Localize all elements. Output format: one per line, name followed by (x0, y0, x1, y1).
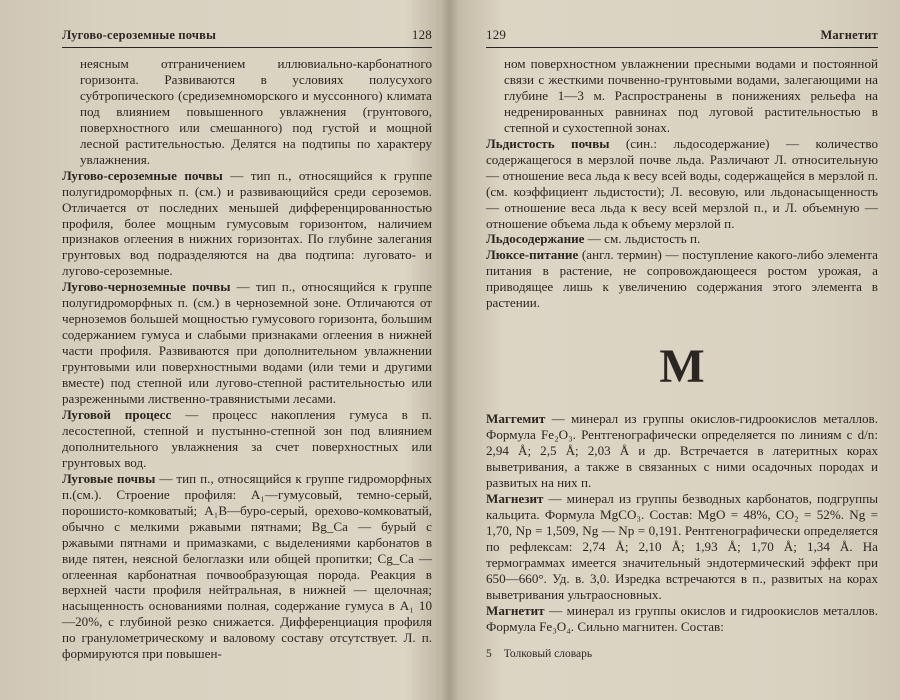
entry-term: Луговой процесс (62, 406, 172, 422)
right-running-title: Магнетит (820, 28, 878, 42)
right-running-head (486, 18, 878, 48)
dictionary-entry (486, 411, 878, 491)
paragraph-text: ном поверхностном увлажнении пресными водами и постоянной связи с жесткими почвенно-грунтовыми водами, залегающими на глубине 1—3 м. Распространены в понижениях рельефа на недренированных равнинах под луговой растительностью в степной и сухостепной зонах. (504, 56, 878, 135)
entry-text: — тип п., относящийся к группе полугидроморфных п. (см.) и развивающийся среди сероземов. Отличается от последних меньшей дифференцированностью профиля, более мощным гумусовым горизонтом, наличием признаков оглеения в нижних горизонтах. По глубине залегания грунтовых вод подразделяются на два подтипа: луговато- и лугово-сероземные. (62, 167, 433, 279)
paragraph-text: неясным отграничением иллювиально-карбонатного горизонта. Развиваются в условиях полусухого субтропического (средиземноморского и муссонного) климата под влиянием повышенного увлажнения (грунтового, поверхностного или смешанного) под густой и мощной лесной растительностью. Делятся на подтипы по характеру увлажнения. (80, 56, 432, 167)
section-letter-heading: М (659, 340, 705, 394)
footer-signature-text: Толковый словарь (503, 648, 593, 660)
entry-term: Льдосодержание (486, 231, 585, 247)
dictionary-entry (62, 471, 432, 662)
continued-paragraph (486, 56, 878, 136)
entry-text: — минерал из группы безводных карбонатов, подгруппы кальцита. Формула MgCO₃. Состав: MgO = 48%, CO₂ = 52%. Ng = 1,70, Np = 1,509, Ng — Np = 0,191. Рентгенографически определяется по рефлексам: 2,74 Å; 2,10 Å; 1,93 Å; 1,70 Å; 1,34 Å. На термограммах имеется значительный эндотермический эффект при 650—660°. Уд. в. 3,0. Изредка встречаются в п., развитых на корах выветривания ультраосновных. (486, 491, 878, 602)
right-page-number: 129 (486, 27, 507, 42)
left-running-head (62, 18, 432, 48)
dictionary-entry (62, 279, 432, 407)
dictionary-entry (486, 491, 878, 603)
entry-text: — минерал из группы окислов-гидроокислов металлов. Формула Fe₂O₃. Рентгенографически определяется по линиям с d/n: 2,94 Å; 2,5 Å; 2,03 Å и др. Встречается в латеритных корах выветривания, а также в связанных с ними осадочных породах и развитых на них п. (486, 411, 878, 491)
entry-text: — см. льдистость п. (584, 231, 701, 247)
dictionary-entry (62, 407, 432, 471)
entry-term: Люксе-питание (486, 247, 579, 263)
entry-text: — минерал из группы окислов и гидроокислов металлов. Формула Fe₃O₄. Сильно магнитен. Состав: (486, 602, 878, 634)
entry-term: Лугово-черноземные почвы (62, 279, 231, 295)
entry-text: (син.: льдосодержание) — количество содержащегося в мерзлой почве льда. Различают Л. относительную — отношение веса льда к весу всей воды, содержащейся в мерзлой п. (см. коэффициент льдистости); Л. весовую, или льдонасыщенность — отношение веса льда к весу всей мерзлой п., и Л. объемную — отношение объема льда к объему мерзлой п. (486, 135, 878, 231)
right-page-text (486, 56, 878, 635)
dictionary-entry (486, 136, 878, 232)
dictionary-entry (486, 231, 878, 247)
entry-term: Магнетит (486, 602, 545, 618)
entry-term: Лугово-сероземные почвы (62, 167, 223, 183)
page-footer (486, 648, 604, 660)
dictionary-entry (62, 168, 432, 280)
entry-text: (англ. термин) — поступление какого-либо элемента питания в растение, не сопровождающееся ростом урожая, а приводящее лишь к увеличению содержания этого элемента в растении. (486, 247, 878, 311)
left-page-number: 128 (411, 27, 432, 42)
entry-term: Луговые почвы (62, 470, 156, 486)
entry-term: Магнезит (486, 491, 544, 507)
right-page (466, 0, 900, 700)
continued-paragraph (62, 56, 432, 168)
left-page-text (62, 56, 432, 662)
entry-text: — тип п., относящийся к группе гидроморфных п.(см.). Строение профиля: A₁—гумусовый, темно-серый, порошисто-комковатый; A₁B—буро-серый, орехово-комковатый, обычно с мелкими ржавыми пятнами; Bg_Ca — бурый с ржавыми пятнами и примазками, с выделениями карбонатов в виде пятен, неясной белоглазки или общей пропитки; Cg_Ca — оглеенная карбонатная почвообразующая порода. Реакция в верхней части профиля нейтральная, в нижней — щелочная; насыщенность основаниями полная, содержание гумуса в A₁ 10—20%, с глубиной резко снижается. Дифференциация профиля по гранулометрическому и валовому составу отсутствует. Л. п. формируются при повышен- (62, 470, 432, 662)
dictionary-entry (486, 247, 878, 311)
entry-term: Маггемит (486, 411, 546, 427)
entry-text: — тип п., относящийся к группе полугидроморфных п. (см.) в черноземной зоне. Отличаются от черноземов большей мощностью гумусового горизонта, большим содержанием гумуса и слабыми признаками оглеения в нижней части профиля. Развиваются при дополнительном увлажнении грунтовыми или поверхностными водами (или теми и другими вместе) под степной или лугово-степной растительностью или разреженными лиственно-травянистыми лесами. (62, 279, 432, 407)
entry-text: — процесс накопления гумуса в п. лесостепной, степной и пустынно-степной зон под влиянием дополнительного увлажнения за счет поверхностных или грунтовых вод. (62, 406, 432, 470)
left-running-title: Лугово-сероземные почвы (62, 28, 217, 42)
entry-term: Льдистость почвы (486, 135, 610, 151)
footer-signature-number: 5 (486, 648, 492, 660)
dictionary-entry (486, 603, 878, 635)
